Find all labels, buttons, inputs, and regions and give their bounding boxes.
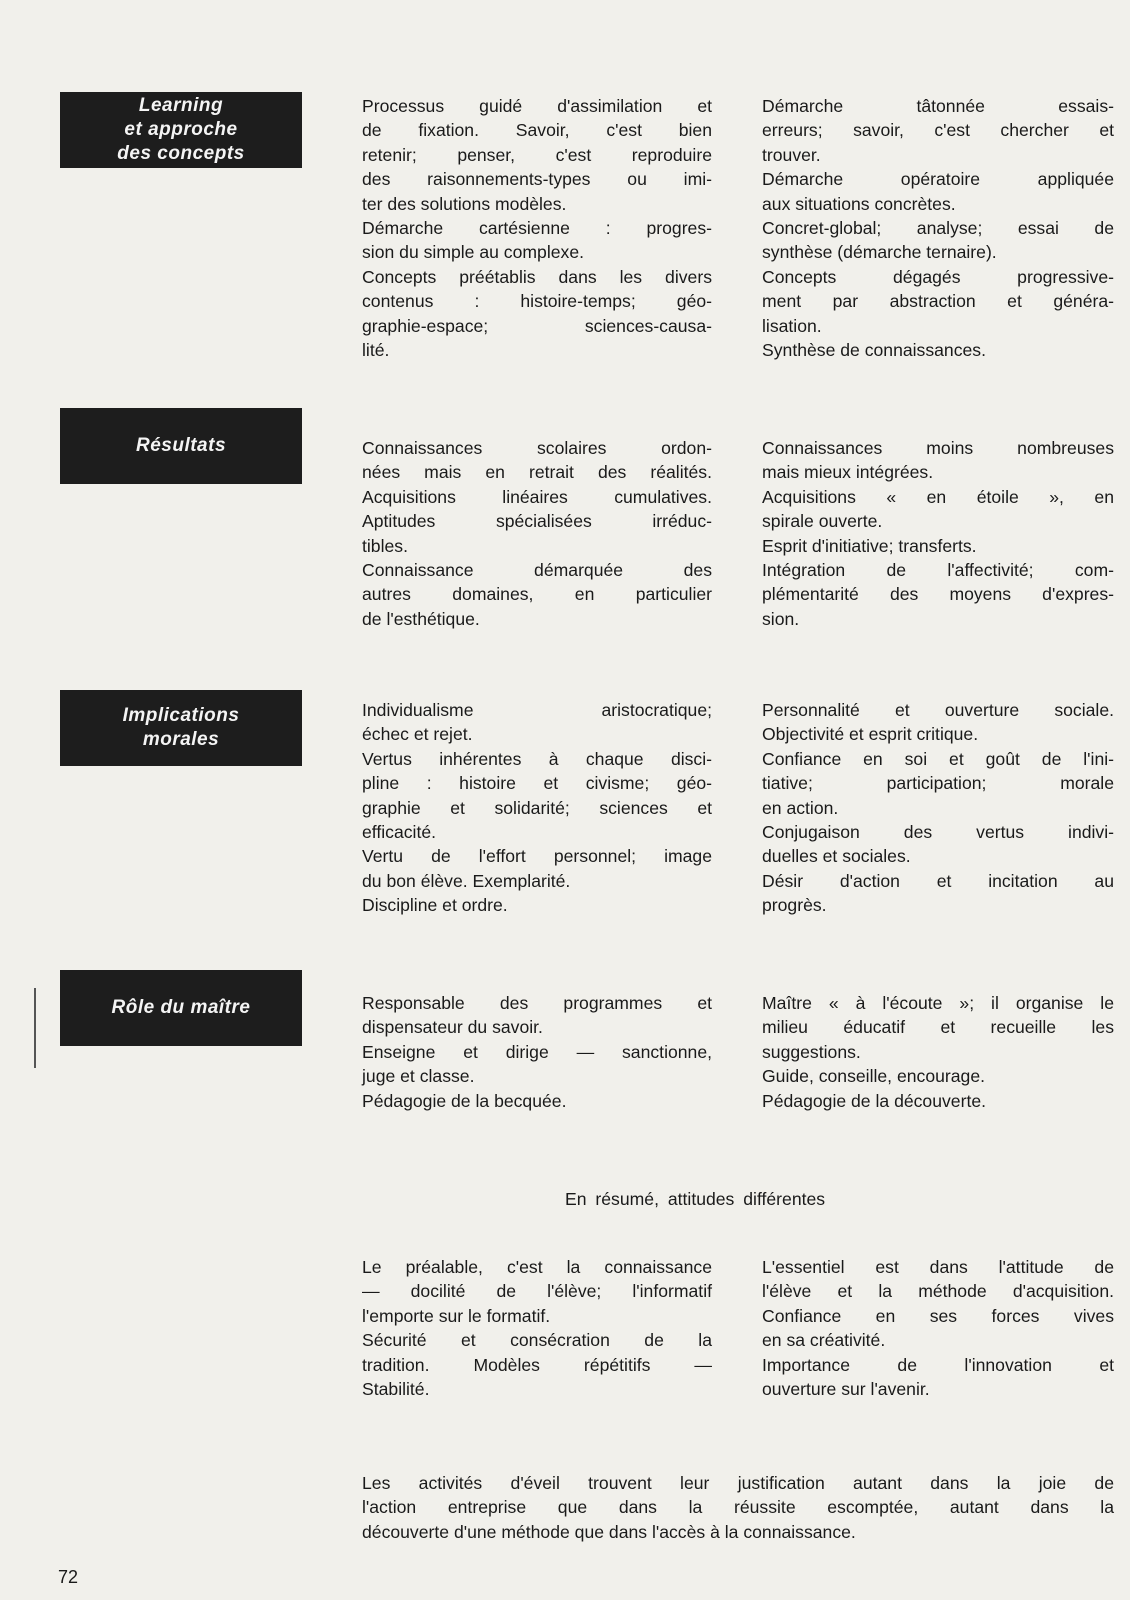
text-line: tradition. Modèles répétitifs — [362,1354,712,1375]
text-line: Enseigne et dirige — sanctionne, [362,1041,712,1062]
text-line: retenir; penser, c'est reproduire [362,144,712,165]
text-line: Maître « à l'écoute »; il organise le [762,993,1114,1013]
text-line: lisation. [762,315,822,336]
text-line: découverte d'une méthode que dans l'accès à la connaissance. [362,1521,856,1542]
label-line: morales [142,729,220,750]
text-line: du bon élève. Exemplarité. [362,870,571,891]
text-line: ter des solutions modèles. [362,193,567,214]
text-line: Vertus inhérentes à chaque disci- [362,748,712,769]
text-line: Confiance en soi et goût de l'ini- [762,748,1114,769]
text-line: synthèse (démarche ternaire). [762,242,997,263]
summary-traditional-column [362,1255,712,1401]
text-line: Connaissance démarquée des [362,560,712,581]
text-line: autres domaines, en particulier [362,584,712,605]
label-line: des concepts [117,143,245,164]
text-line: de l'esthétique. [362,608,480,629]
text-line: Concepts dégagés progressive- [762,266,1114,287]
text-line: Importance de l'innovation et [762,1354,1114,1375]
text-line: duelles et sociales. [762,846,911,867]
label-line: Learning [138,95,224,116]
text-line: des raisonnements-types ou imi- [362,169,712,190]
text-line: L'essentiel est dans l'attitude de [762,1257,1114,1277]
conclusion-paragraph [362,1471,1114,1544]
text-line: nées mais en retrait des réalités. [362,462,712,483]
text-line: Guide, conseille, encourage. [762,1066,985,1087]
text-line: tibles. [362,535,408,556]
text-line: Processus guidé d'assimilation et [362,96,712,116]
label-line: Résultats [135,435,227,456]
traditional-column [362,698,712,918]
label-line: Implications [122,705,240,726]
text-line: juge et classe. [362,1066,475,1087]
eveil-column [762,94,1114,362]
label-resultats [60,408,302,484]
text-line: en sa créativité. [762,1330,886,1351]
text-line: l'action entreprise que dans la réussite escomptée, autant dans la [362,1497,1114,1518]
eveil-column [762,698,1114,918]
traditional-column [362,436,712,631]
text-line: échec et rejet. [362,724,473,745]
text-line: sion. [762,608,800,629]
label-line: et approche [124,119,238,140]
text-line: Concret-global; analyse; essai de [762,218,1114,239]
text-line: Connaissances moins nombreuses [762,438,1114,458]
text-line: suggestions. [762,1041,861,1062]
text-line: pline : histoire et civisme; géo- [362,773,712,794]
text-line: ouverture sur l'avenir. [762,1379,930,1400]
text-line: Le préalable, c'est la connaissance [362,1257,712,1277]
text-line: de fixation. Savoir, c'est bien [362,120,712,141]
page-edge-mark [34,988,36,1068]
eveil-column [762,991,1114,1113]
text-line: Vertu de l'effort personnel; image [362,846,712,867]
text-line: l'élève et la méthode d'acquisition. [762,1281,1114,1302]
text-line: Démarche tâtonnée essais- [762,96,1114,116]
text-line: tiative; participation; morale [762,773,1114,794]
text-line: spirale ouverte. [762,511,883,532]
summary-eveil-column [762,1255,1114,1401]
text-line: lité. [362,340,390,361]
text-line: Pédagogie de la découverte. [762,1090,987,1111]
text-line: Acquisitions linéaires cumulatives. [362,486,712,507]
traditional-column [362,94,712,362]
text-line: Démarche opératoire appliquée [762,169,1114,190]
text-line: Désir d'action et incitation au [762,870,1114,891]
page-number: 72 [58,1567,79,1587]
text-line: mais mieux intégrées. [762,462,934,483]
text-line: Discipline et ordre. [362,895,508,916]
text-line: Objectivité et esprit critique. [762,724,979,745]
text-line: Sécurité et consécration de la [362,1330,712,1351]
text-line: Connaissances scolaires ordon- [362,438,712,458]
text-line: Pédagogie de la becquée. [362,1090,567,1111]
summary-title: En résumé, attitudes différentes [565,1189,826,1209]
text-line: dispensateur du savoir. [362,1017,543,1038]
text-line: Intégration de l'affectivité; com- [762,560,1114,581]
text-line: Responsable des programmes et [362,993,712,1013]
text-line: contenus : histoire-temps; géo- [362,291,712,312]
text-line: milieu éducatif et recueille les [762,1017,1114,1038]
label-implications-morales [60,690,302,766]
text-line: ment par abstraction et généra- [762,291,1114,312]
text-line: Esprit d'initiative; transferts. [762,535,977,556]
text-line: Personnalité et ouverture sociale. [762,700,1114,720]
text-line: Les activités d'éveil trouvent leur justification autant dans la joie de [362,1473,1114,1493]
label-line: Rôle du maître [111,997,251,1018]
text-line: Stabilité. [362,1379,430,1400]
text-line: graphie-espace; sciences-causa- [362,315,712,336]
text-line: en action. [762,797,839,818]
eveil-column [762,436,1114,631]
text-line: aux situations concrètes. [762,193,956,214]
text-line: Acquisitions « en étoile », en [762,486,1114,507]
label-learning [60,92,302,168]
text-line: trouver. [762,144,821,165]
text-line: plémentarité des moyens d'expres- [762,584,1114,605]
text-line: l'emporte sur le formatif. [362,1305,551,1326]
text-line: Confiance en ses forces vives [762,1305,1114,1326]
text-line: Conjugaison des vertus indivi- [762,822,1114,843]
text-line: erreurs; savoir, c'est chercher et [762,120,1114,141]
text-line: Synthèse de connaissances. [762,340,986,361]
text-line: Individualisme aristocratique; [362,700,712,720]
text-line: Concepts préétablis dans les divers [362,266,712,287]
text-line: Aptitudes spécialisées irréduc- [362,511,712,532]
text-line: graphie et solidarité; sciences et [362,797,712,818]
label-role-du-maitre [60,970,302,1046]
text-line: efficacité. [362,822,437,843]
text-line: sion du simple au complexe. [362,242,584,263]
text-line: — docilité de l'élève; l'informatif [362,1281,712,1302]
text-line: progrès. [762,895,827,916]
traditional-column [362,991,712,1113]
text-line: Démarche cartésienne : progres- [362,218,712,239]
